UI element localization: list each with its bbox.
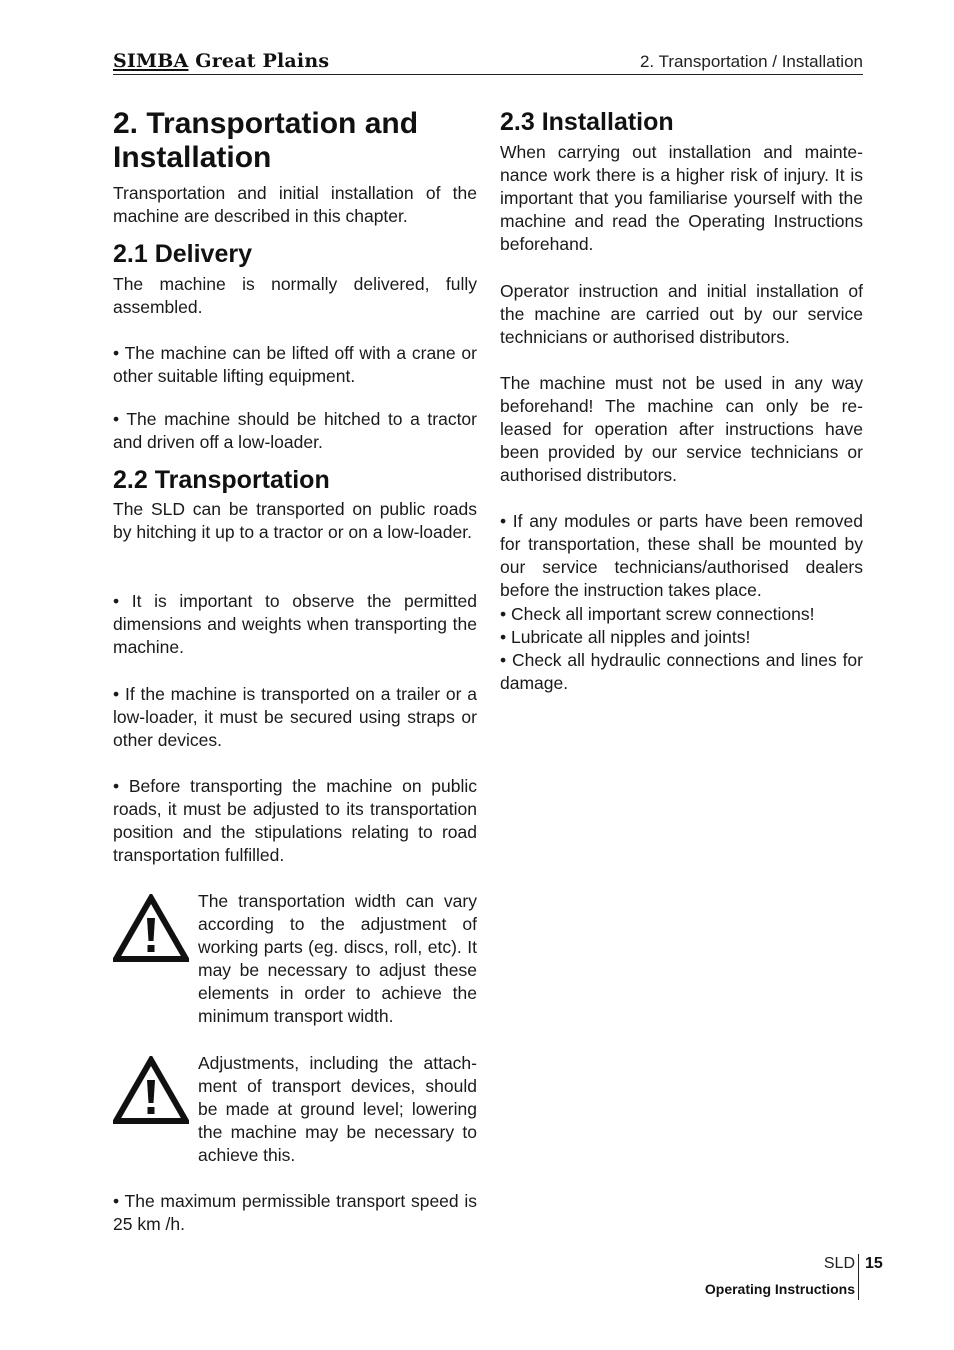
installation-bullet-hydraulics: • Check all hydraulic connections and lines for damage. [500,650,863,693]
delivery-bullet-crane: • The machine can be lifted off with a crane or other suitable lifting equipment. [113,343,477,386]
header-divider [113,74,863,75]
transportation-bullet-trailer: • If the machine is transported on a trailer or a low-loader, it must be secured using straps or other devices. [113,684,477,750]
chapter-intro: Transportation and initial installation of the machine are described in this chapter. [113,183,477,226]
brand-great-plains: Great Plains [188,50,330,72]
footer-document-title: Operating Instructions [704,1281,855,1297]
brand-logo [113,50,329,72]
installation-paragraph-3: The machine must not be used in any way beforehand! The machine can only be released for operation after instructions have been provided by our service technicians or authorised distributors. [500,373,863,485]
installation-bullet-modules: • If any modules or parts have been removed for transportation, these shall be mounted by our service technicians/authorised dealers before the instruction takes place. [500,511,863,600]
installation-bullet-screws: • Check all important screw connections! [500,604,815,624]
section-transportation-heading: 2.2 Transportation [113,466,330,494]
warning-triangle-icon [113,894,189,962]
delivery-paragraph-1: The machine is normally delivered, fully assembled. [113,274,477,317]
installation-paragraph-2: Operator instruction and initial installation of the machine are carried out by our service technicians or authorised distributors. [500,281,863,347]
transportation-paragraph-1: The SLD can be transported on public roads by hitching it up to a tractor or on a low-loader. [113,499,477,542]
section-delivery-heading: 2.1 Delivery [113,240,252,268]
installation-paragraph-1: When carrying out installation and maintenance work there is a higher risk of injury. It is important that you familiarise yourself with the machine and read the Operating Instructions beforehand. [500,142,863,254]
page-number: 15 [865,1255,883,1272]
warning-text-width: The transportation width can vary according to the adjustment of working parts (eg. discs, roll, etc). It may be necessary to adjust these elements in order to achieve the minimum transport width. [198,891,477,1026]
chapter-title-line1: 2. Transportation and [113,107,419,140]
footer-divider [858,1254,859,1300]
delivery-bullet-tractor: • The machine should be hitched to a tractor and driven off a low-loader. [113,409,477,452]
installation-bullet-lubricate: • Lubricate all nipples and joints! [500,627,751,647]
brand-simba: SIMBA [113,50,189,72]
transportation-bullet-dimensions: • It is important to observe the permitted dimensions and weights when transporting the machine. [113,591,477,657]
header-section-title: 2. Transportation / Installation [639,52,863,71]
warning-text-ground-level: Adjustments, including the attachment of transport devices, should be made at ground level; lowering the machine may be necessary to achieve this. [198,1053,477,1165]
warning-triangle-icon [113,1056,189,1124]
chapter-title-line2: Installation [113,141,272,174]
transportation-bullet-public-roads: • Before transporting the machine on public roads, it must be adjusted to its transportation position and the stipulations relating to road transportation fulfilled. [113,776,477,865]
transportation-bullet-speed: • The maximum permissible transport speed is 25 km /h. [113,1191,477,1234]
section-installation-heading: 2.3 Installation [500,108,674,136]
footer-product-code: SLD [823,1255,855,1272]
